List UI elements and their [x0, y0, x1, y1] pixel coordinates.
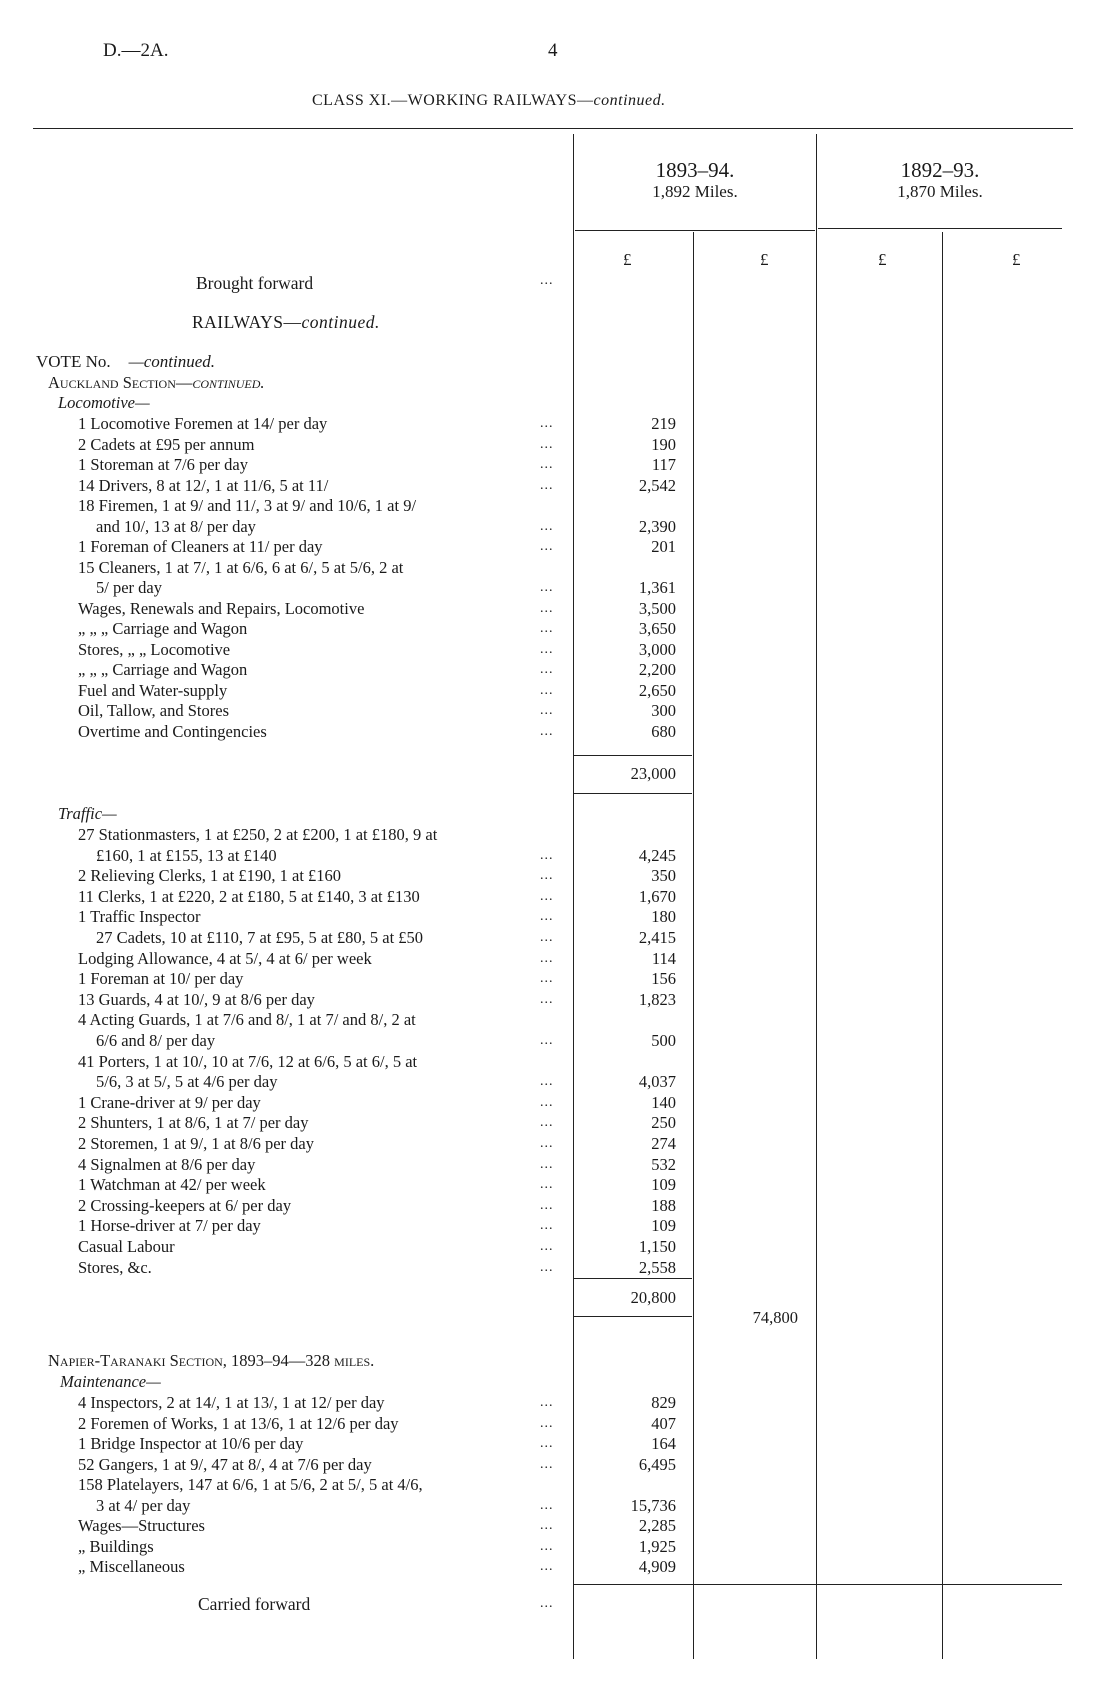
dot-leader: ...: [540, 723, 554, 739]
dot-leader: ...: [540, 436, 554, 452]
dot-leader: ...: [540, 1218, 554, 1234]
row-value: 350: [651, 866, 676, 886]
row-value: 250: [651, 1113, 676, 1133]
dot-leader: ...: [540, 1094, 554, 1110]
row-value: 2,285: [638, 1516, 676, 1535]
header-rule-current: [575, 230, 815, 231]
bottom-rule: [574, 1584, 1062, 1585]
row-label: 1 Traffic Inspector: [78, 907, 201, 927]
dot-leader: ...: [540, 909, 554, 925]
row-label: Wages, Renewals and Repairs, Locomotive: [78, 598, 365, 618]
row-value: 2,390: [638, 516, 676, 536]
dot-leader: ...: [540, 1596, 554, 1611]
dot-leader: ...: [540, 1518, 554, 1533]
dot-leader: ...: [540, 1395, 554, 1410]
top-rule: [33, 128, 1073, 129]
row-value: 4,245: [638, 845, 676, 865]
row-label: 1 Locomotive Foremen at 14/ per day: [78, 414, 328, 433]
row-label: 1 Foreman at 10/ per day: [78, 969, 244, 989]
row-value: 680: [651, 721, 676, 741]
row-label: 4 Acting Guards, 1 at 7/6 and 8/, 1 at 7/ and 8/, 2 at: [78, 1010, 416, 1030]
row-label: Oil, Tallow, and Stores: [78, 701, 229, 720]
dot-leader: ...: [540, 847, 554, 863]
dot-leader: ...: [540, 950, 554, 966]
row-label: 5/6, 3 at 5/, 5 at 4/6 per day: [96, 1072, 278, 1092]
row-label: 14 Drivers, 8 at 12/, 1 at 11/6, 5 at 11/: [78, 475, 329, 495]
row-label: 4 Inspectors, 2 at 14/, 1 at 13/, 1 at 12/ per day: [78, 1393, 385, 1412]
row-value: 1,925: [638, 1536, 676, 1556]
row-value: 2,415: [638, 928, 676, 947]
dot-leader: ...: [540, 1436, 554, 1451]
traffic-total-rule: [574, 1316, 692, 1317]
document-code: D.—2A.: [103, 40, 169, 61]
dot-leader: ...: [540, 1197, 554, 1213]
current-year: 1893–94.: [655, 158, 735, 182]
row-value: 3,650: [638, 619, 676, 638]
page-title: CLASS XI.—WORKING RAILWAYS—continued.: [312, 92, 666, 109]
row-value: 1,361: [638, 578, 676, 597]
row-value: 219: [651, 414, 676, 433]
dot-leader: ...: [540, 930, 554, 945]
row-value: 2,542: [638, 475, 676, 495]
row-label: 6/6 and 8/ per day: [96, 1031, 216, 1050]
row-label: Stores, „ „ Locomotive: [78, 639, 231, 659]
dot-leader: ...: [540, 518, 554, 534]
row-label: „ „ „ Carriage and Wagon: [78, 660, 248, 679]
row-value: 2,650: [638, 680, 676, 700]
row-label: 15 Cleaners, 1 at 7/, 1 at 6/6, 6 at 6/, 5 at 5/6, 2 at: [78, 557, 404, 577]
row-label: Casual Labour: [78, 1237, 175, 1256]
row-value: 109: [651, 1216, 676, 1236]
column-rule-2: [693, 232, 694, 1659]
row-label: Wages—Structures: [78, 1516, 205, 1535]
locomotive-total-rule: [574, 793, 692, 794]
locomotive-subtotal-rule: [574, 755, 692, 756]
dot-leader: ...: [540, 621, 554, 636]
row-label: 18 Firemen, 1 at 9/ and 11/, 3 at 9/ and 10/6, 1 at 9/: [78, 496, 417, 515]
currency-symbol-4: £: [1012, 250, 1021, 269]
dot-leader: ...: [540, 273, 554, 288]
row-label: 13 Guards, 4 at 10/, 9 at 8/6 per day: [78, 989, 315, 1009]
traffic-subtotal-rule: [574, 1278, 692, 1279]
dot-leader: ...: [540, 1456, 554, 1472]
column-rule-3: [816, 134, 817, 1659]
row-label: £160, 1 at £155, 13 at £140: [96, 845, 277, 865]
row-value: 15,736: [630, 1495, 676, 1515]
railways-heading: RAILWAYS—continued.: [192, 312, 380, 332]
dot-leader: ...: [540, 1259, 554, 1275]
row-label: 158 Platelayers, 147 at 6/6, 1 at 5/6, 2 at 5/, 5 at 4/6,: [78, 1475, 423, 1494]
column-rule-4: [942, 232, 943, 1659]
row-value: 2,558: [638, 1257, 676, 1277]
row-value: 201: [651, 537, 676, 556]
row-label: 2 Cadets at £95 per annum: [78, 434, 255, 454]
dot-leader: ...: [540, 1538, 554, 1554]
row-label: „ Buildings: [78, 1536, 154, 1556]
row-value: 407: [651, 1413, 676, 1433]
dot-leader: ...: [540, 1115, 554, 1131]
row-value: 190: [651, 434, 676, 454]
auckland-section-total: 74,800: [752, 1308, 798, 1327]
current-miles: 1,892 Miles.: [652, 182, 738, 201]
row-label: „ „ „ Carriage and Wagon: [78, 619, 248, 638]
row-label: 2 Foremen of Works, 1 at 13/6, 1 at 12/6 per day: [78, 1413, 399, 1433]
dot-leader: ...: [540, 477, 554, 493]
header-rule-previous: [818, 228, 1062, 229]
row-value: 3,500: [638, 598, 676, 618]
row-value: 109: [651, 1175, 676, 1195]
row-value: 164: [651, 1434, 676, 1453]
previous-miles: 1,870 Miles.: [897, 182, 983, 201]
row-label: 3 at 4/ per day: [96, 1495, 191, 1515]
dot-leader: ...: [540, 1136, 554, 1151]
row-label: Fuel and Water-supply: [78, 680, 228, 700]
currency-symbol-2: £: [760, 250, 769, 269]
dot-leader: ...: [540, 1559, 554, 1574]
row-value: 274: [651, 1134, 676, 1153]
row-label: 41 Porters, 1 at 10/, 10 at 7/6, 12 at 6/6, 5 at 6/, 5 at: [78, 1051, 418, 1071]
dot-leader: ...: [540, 703, 554, 718]
row-value: 1,150: [638, 1237, 676, 1256]
dot-leader: ...: [540, 1415, 554, 1431]
currency-symbol-3: £: [878, 250, 887, 269]
row-label: 11 Clerks, 1 at £220, 2 at £180, 5 at £140, 3 at £130: [78, 886, 420, 906]
dot-leader: ...: [540, 600, 554, 616]
dot-leader: ...: [540, 1497, 554, 1513]
currency-symbol-1: £: [623, 250, 632, 269]
row-value: 500: [651, 1031, 676, 1050]
row-value: 2,200: [638, 660, 676, 679]
page-number: 4: [548, 40, 558, 61]
dot-leader: ...: [540, 971, 554, 987]
column-rule-1: [573, 134, 574, 1659]
row-label: 1 Storeman at 7/6 per day: [78, 455, 248, 474]
previous-year: 1892–93.: [900, 158, 980, 182]
row-label: 2 Shunters, 1 at 8/6, 1 at 7/ per day: [78, 1113, 309, 1133]
row-value: 140: [651, 1092, 676, 1112]
vote-heading: VOTE No. —continued.: [36, 352, 216, 371]
row-value: 300: [651, 701, 676, 720]
row-value: 829: [651, 1393, 676, 1412]
row-label: 1 Crane-driver at 9/ per day: [78, 1092, 261, 1112]
row-value: 114: [651, 948, 676, 968]
row-label: 1 Foreman of Cleaners at 11/ per day: [78, 537, 323, 556]
row-label: 2 Relieving Clerks, 1 at £190, 1 at £160: [78, 866, 342, 886]
dot-leader: ...: [540, 1033, 554, 1048]
carried-forward: Carried forward: [198, 1594, 311, 1614]
dot-leader: ...: [540, 682, 554, 698]
row-label: 2 Storemen, 1 at 9/, 1 at 8/6 per day: [78, 1134, 314, 1153]
dot-leader: ...: [540, 662, 554, 677]
row-value: 6,495: [638, 1454, 676, 1474]
row-value: 1,823: [638, 989, 676, 1009]
row-value: 1,670: [638, 886, 676, 906]
row-value: 117: [651, 455, 676, 474]
traffic-total: 20,800: [630, 1288, 676, 1307]
row-label: 1 Watchman at 42/ per week: [78, 1175, 266, 1195]
row-label: 27 Cadets, 10 at £110, 7 at £95, 5 at £80, 5 at £50: [96, 928, 424, 947]
dot-leader: ...: [540, 1074, 554, 1090]
row-label: 1 Horse-driver at 7/ per day: [78, 1216, 261, 1236]
dot-leader: ...: [540, 1239, 554, 1254]
dot-leader: ...: [540, 868, 554, 884]
row-label: 5/ per day: [96, 578, 162, 597]
dot-leader: ...: [540, 539, 554, 554]
traffic-heading: Traffic—: [58, 804, 117, 823]
locomotive-heading: Locomotive—: [58, 393, 150, 412]
dot-leader: ...: [540, 888, 554, 904]
brought-forward: Brought forward: [196, 273, 314, 293]
row-value: 4,037: [638, 1072, 676, 1092]
dot-leader: ...: [540, 457, 554, 472]
row-label: 52 Gangers, 1 at 9/, 47 at 8/, 4 at 7/6 per day: [78, 1454, 372, 1474]
row-value: 180: [651, 907, 676, 927]
row-label: 1 Bridge Inspector at 10/6 per day: [78, 1434, 304, 1453]
row-label: Overtime and Contingencies: [78, 721, 267, 741]
dot-leader: ...: [540, 991, 554, 1007]
locomotive-total: 23,000: [630, 764, 676, 783]
row-label: 27 Stationmasters, 1 at £250, 2 at £200, 1 at £180, 9 at: [78, 825, 438, 844]
dot-leader: ...: [540, 641, 554, 657]
row-value: 3,000: [638, 639, 676, 659]
row-value: 156: [651, 969, 676, 989]
row-label: and 10/, 13 at 8/ per day: [96, 516, 256, 536]
row-label: Stores, &c.: [78, 1257, 152, 1277]
napier-section-heading: Napier-Taranaki Section, 1893–94—328 miles.: [48, 1351, 375, 1370]
row-value: 188: [651, 1195, 676, 1215]
dot-leader: ...: [540, 1156, 554, 1172]
dot-leader: ...: [540, 580, 554, 595]
row-value: 532: [651, 1154, 676, 1174]
row-label: 4 Signalmen at 8/6 per day: [78, 1154, 256, 1174]
dot-leader: ...: [540, 1177, 554, 1193]
dot-leader: ...: [540, 416, 554, 431]
row-value: 4,909: [638, 1557, 676, 1576]
row-label: 2 Crossing-keepers at 6/ per day: [78, 1195, 292, 1215]
row-label: Lodging Allowance, 4 at 5/, 4 at 6/ per week: [78, 948, 372, 968]
auckland-section-heading: Auckland Section—continued.: [48, 373, 265, 392]
row-label: „ Miscellaneous: [78, 1557, 185, 1576]
maintenance-heading: Maintenance—: [60, 1372, 161, 1391]
